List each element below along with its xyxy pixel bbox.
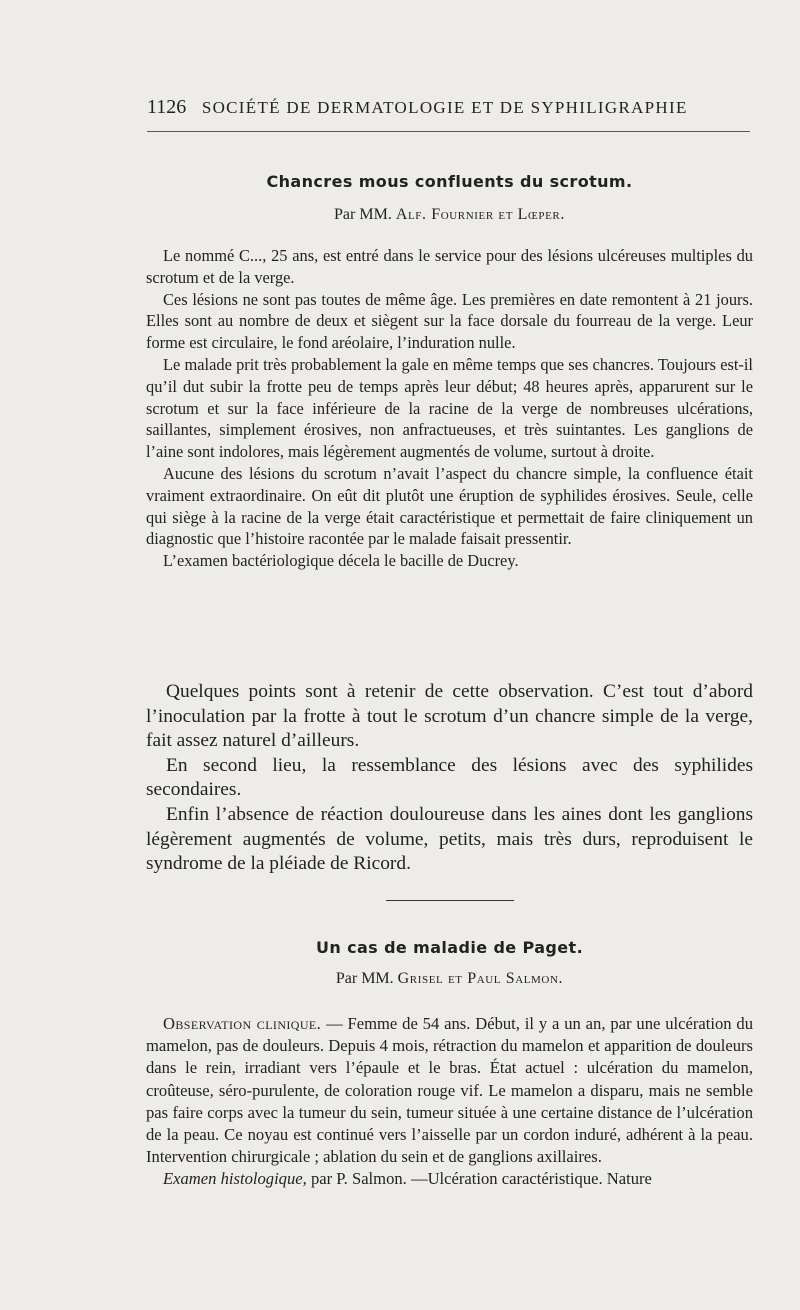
observation-text: — Femme de 54 ans. Début, il y a un an, par une ulcération du mamelon, pas de douleurs. Depuis 4 mois, rétraction du mamelon et apparition de douleurs dans le rein, irradiant vers l’épaule et le bras. État actuel : ulcération du mamelon, croûteuse, séro-purulente, de coloration rouge vif. Le mamelon a disparu, mais ne semble pas faire corps avec la tumeur du sein, tumeur située à une certaine distance de l’ulcération de la peau. Ce noyau est continué vers l’aisselle par un cordon induré, adhérent à la peau. Intervention chirurgicale ; ablation du sein et de ganglions axillaires. (146, 1014, 753, 1167)
header-rule (147, 131, 750, 132)
section-1-title-block (146, 172, 753, 191)
exam-text: par P. Salmon. —Ulcération caractéristique. Nature (306, 1169, 652, 1189)
section-1-comments (146, 680, 753, 877)
section-2-authors (146, 970, 753, 988)
comment-paragraph: Quelques points sont à retenir de cette observation. C’est tout d’abord l’inoculation par la frotte à tout le scrotum d’un chancre simple de la verge, fait assez naturel d’ailleurs. (146, 681, 753, 752)
section-title: Un cas de maladie de Paget. (315, 938, 584, 957)
comment-paragraph: En second lieu, la ressemblance des lésions avec des syphilides secondaires. (146, 754, 753, 801)
paragraph: Ces lésions ne sont pas toutes de même âge. Les premières en date remontent à 21 jours. Elles sont au nombre de deux et siègent sur la face dorsale du fourreau de la verge. Leur forme est circulaire, le fond aréolaire, l’induration nulle. (146, 289, 753, 353)
exam-paragraph (146, 1168, 753, 1190)
paragraph: Aucune des lésions du scrotum n’avait l’aspect du chancre simple, la confluence était vraiment extraordinaire. On eût dit plutôt une éruption de syphilides érosives. Seule, celle qui siège à la racine de la verge était caractéristique et permettait de faire cliniquement un diagnostic que l’histoire racontée par le malade faisait pressentir. (146, 463, 753, 549)
running-title: SOCIÉTÉ DE DERMATOLOGIE ET DE SYPHILIGRAPHIE (201, 98, 688, 117)
paragraph: Le malade prit très probablement la gale en même temps que ses chancres. Toujours est-il qu’il dut subir la frotte peu de temps après leur début; 48 heures après, apparurent sur le scrotum et sur la face inférieure de la racine de la verge de nombreuses ulcérations, saillantes, simplement érosives, non anfractueuses, et très suintantes. Les ganglions de l’aine sont indolores, mais légèrement augmentés de volume, surtout à droite. (146, 354, 753, 462)
page-number: 1126 (147, 96, 187, 118)
section-2-body (146, 1013, 753, 1191)
section-1-body (146, 245, 753, 572)
comment-paragraph: Enfin l’absence de réaction douloureuse dans les aines dont les ganglions légèrement augmentés de volume, petits, mais très durs, reproduisent le syndrome de la pléiade de Ricord. (146, 803, 753, 875)
section-separator (386, 900, 514, 901)
observation-paragraph (146, 1013, 753, 1168)
authors-prefix: Par MM. (335, 970, 394, 987)
section-2-title-block (146, 938, 753, 957)
paragraph: Le nommé C..., 25 ans, est entré dans le service pour des lésions ulcéreuses multiples du scrotum et de la verge. (146, 246, 753, 287)
running-header (147, 96, 752, 119)
observation-label: Observation clinique. (163, 1014, 322, 1033)
paragraph: L’examen bactériologique décela le bacille de Ducrey. (163, 551, 519, 571)
authors-names: Grisel et Paul Salmon. (397, 970, 564, 987)
authors-names: Alf. Fournier et Lœper. (395, 206, 565, 223)
authors-prefix: Par MM. (334, 206, 392, 223)
section-1-authors (146, 206, 753, 224)
section-title: Chancres mous confluents du scrotum. (266, 172, 633, 191)
exam-label: Examen histologique, (163, 1169, 307, 1189)
